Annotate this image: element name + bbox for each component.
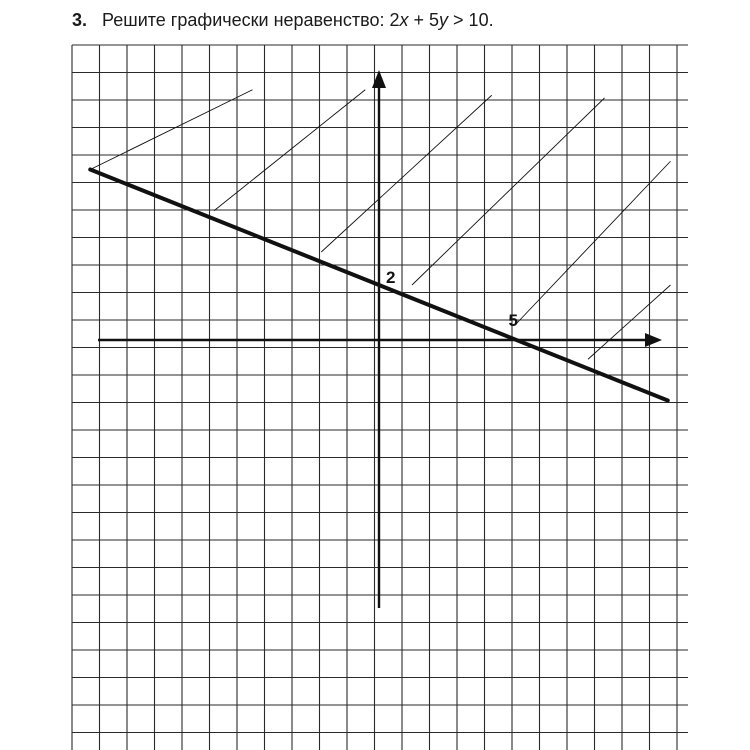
x-axis-arrow bbox=[645, 333, 662, 347]
hatched-region bbox=[90, 90, 670, 360]
axes bbox=[98, 70, 662, 608]
hatch-line bbox=[412, 98, 605, 285]
point-label: 5 bbox=[508, 311, 518, 330]
task-number: 3. bbox=[72, 10, 88, 30]
point-label: 2 bbox=[386, 268, 396, 287]
hatch-line bbox=[588, 285, 671, 359]
task-text: Решите графически неравенство: bbox=[102, 10, 385, 30]
point-labels bbox=[386, 268, 518, 330]
hatch-line bbox=[90, 90, 252, 170]
task-inequality: 2x + 5y > 10. bbox=[389, 10, 494, 30]
